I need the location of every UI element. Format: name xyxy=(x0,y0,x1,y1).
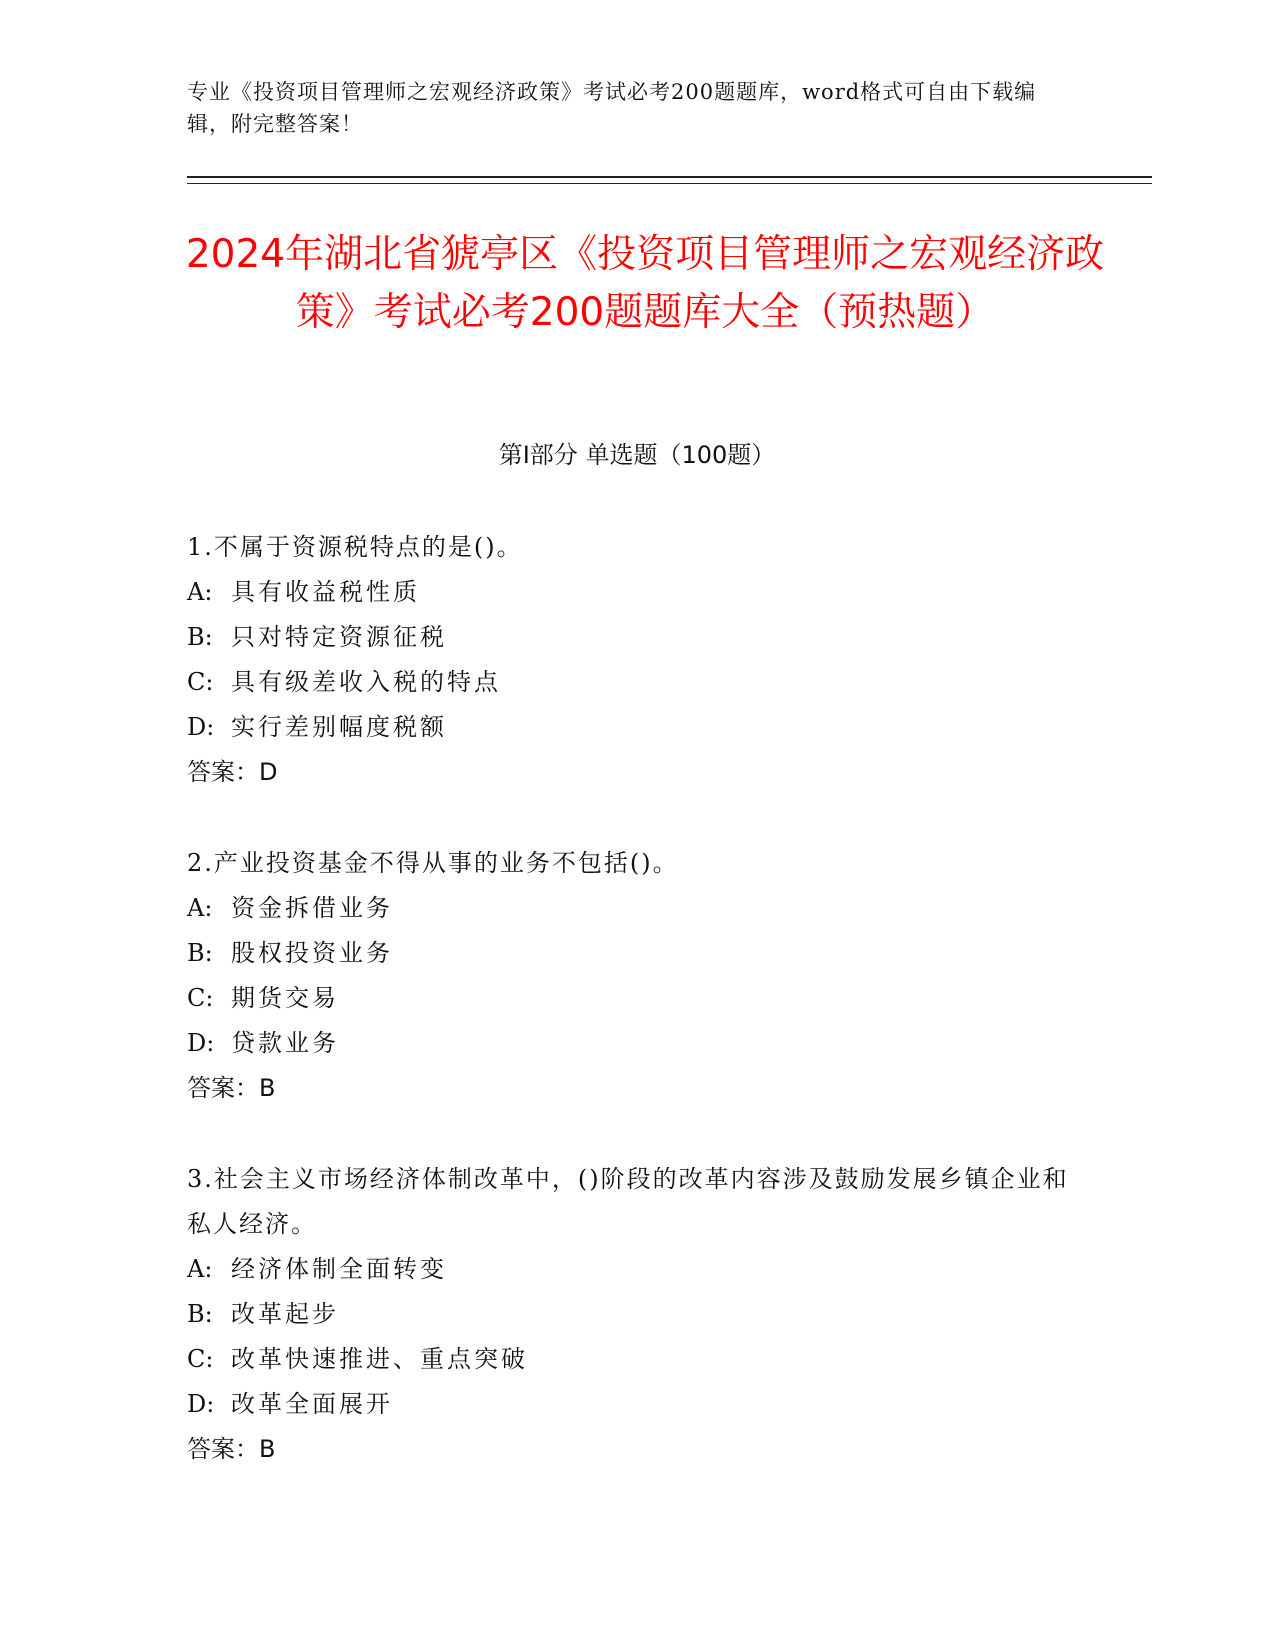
option-letter: D: xyxy=(187,1029,215,1057)
option-a xyxy=(187,1247,1087,1292)
option-letter: A: xyxy=(187,578,213,606)
option-c xyxy=(187,1337,1087,1382)
option-text: 只对特定资源征税 xyxy=(231,623,447,651)
option-text: 改革起步 xyxy=(231,1300,339,1328)
option-text: 改革快速推进、重点突破 xyxy=(231,1345,528,1373)
option-d xyxy=(187,1382,1087,1427)
option-letter: C: xyxy=(187,984,214,1012)
option-letter: C: xyxy=(187,668,214,696)
option-text: 经济体制全面转变 xyxy=(231,1255,447,1283)
option-a xyxy=(187,570,1087,615)
question-list xyxy=(187,525,1087,1518)
option-text: 改革全面展开 xyxy=(231,1390,393,1418)
header-rule-thick xyxy=(187,176,1152,178)
option-c xyxy=(187,976,1087,1021)
option-letter: A: xyxy=(187,1255,213,1283)
option-text: 股权投资业务 xyxy=(231,939,393,967)
option-d xyxy=(187,1021,1087,1066)
document-title: 2024年湖北省猇亭区《投资项目管理师之宏观经济政策》考试必考200题题库大全（预热题） xyxy=(185,232,1105,335)
option-text: 期货交易 xyxy=(231,984,339,1012)
option-a xyxy=(187,886,1087,931)
option-text: 贷款业务 xyxy=(231,1029,339,1057)
option-text: 资金拆借业务 xyxy=(231,894,393,922)
section-heading: 第I部分 单选题（100题） xyxy=(498,441,776,469)
answer-line: 答案：B xyxy=(187,1074,276,1102)
option-text: 具有级差收入税的特点 xyxy=(231,668,501,696)
option-letter: B: xyxy=(187,939,213,967)
question-item xyxy=(187,525,1087,795)
option-letter: C: xyxy=(187,1345,214,1373)
answer-line: 答案：B xyxy=(187,1435,276,1463)
option-c xyxy=(187,660,1087,705)
header-rule-thin xyxy=(187,183,1152,184)
option-d xyxy=(187,705,1087,750)
question-stem: 1.不属于资源税特点的是()。 xyxy=(187,533,523,561)
option-text: 实行差别幅度税额 xyxy=(231,713,447,741)
option-text: 具有收益税性质 xyxy=(231,578,420,606)
question-item xyxy=(187,841,1087,1111)
question-stem: 2.产业投资基金不得从事的业务不包括()。 xyxy=(187,849,679,877)
option-letter: D: xyxy=(187,1390,215,1418)
option-b xyxy=(187,931,1087,976)
option-b xyxy=(187,1292,1087,1337)
header-note: 专业《投资项目管理师之宏观经济政策》考试必考200题题库，word格式可自由下载编辑，附完整答案！ xyxy=(187,80,1037,136)
question-item xyxy=(187,1157,1087,1472)
option-letter: D: xyxy=(187,713,215,741)
question-stem: 3.社会主义市场经济体制改革中，()阶段的改革内容涉及鼓励发展乡镇企业和私人经济。 xyxy=(187,1165,1069,1238)
answer-line: 答案：D xyxy=(187,758,278,786)
option-b xyxy=(187,615,1087,660)
option-letter: A: xyxy=(187,894,213,922)
option-letter: B: xyxy=(187,623,213,651)
option-letter: B: xyxy=(187,1300,213,1328)
